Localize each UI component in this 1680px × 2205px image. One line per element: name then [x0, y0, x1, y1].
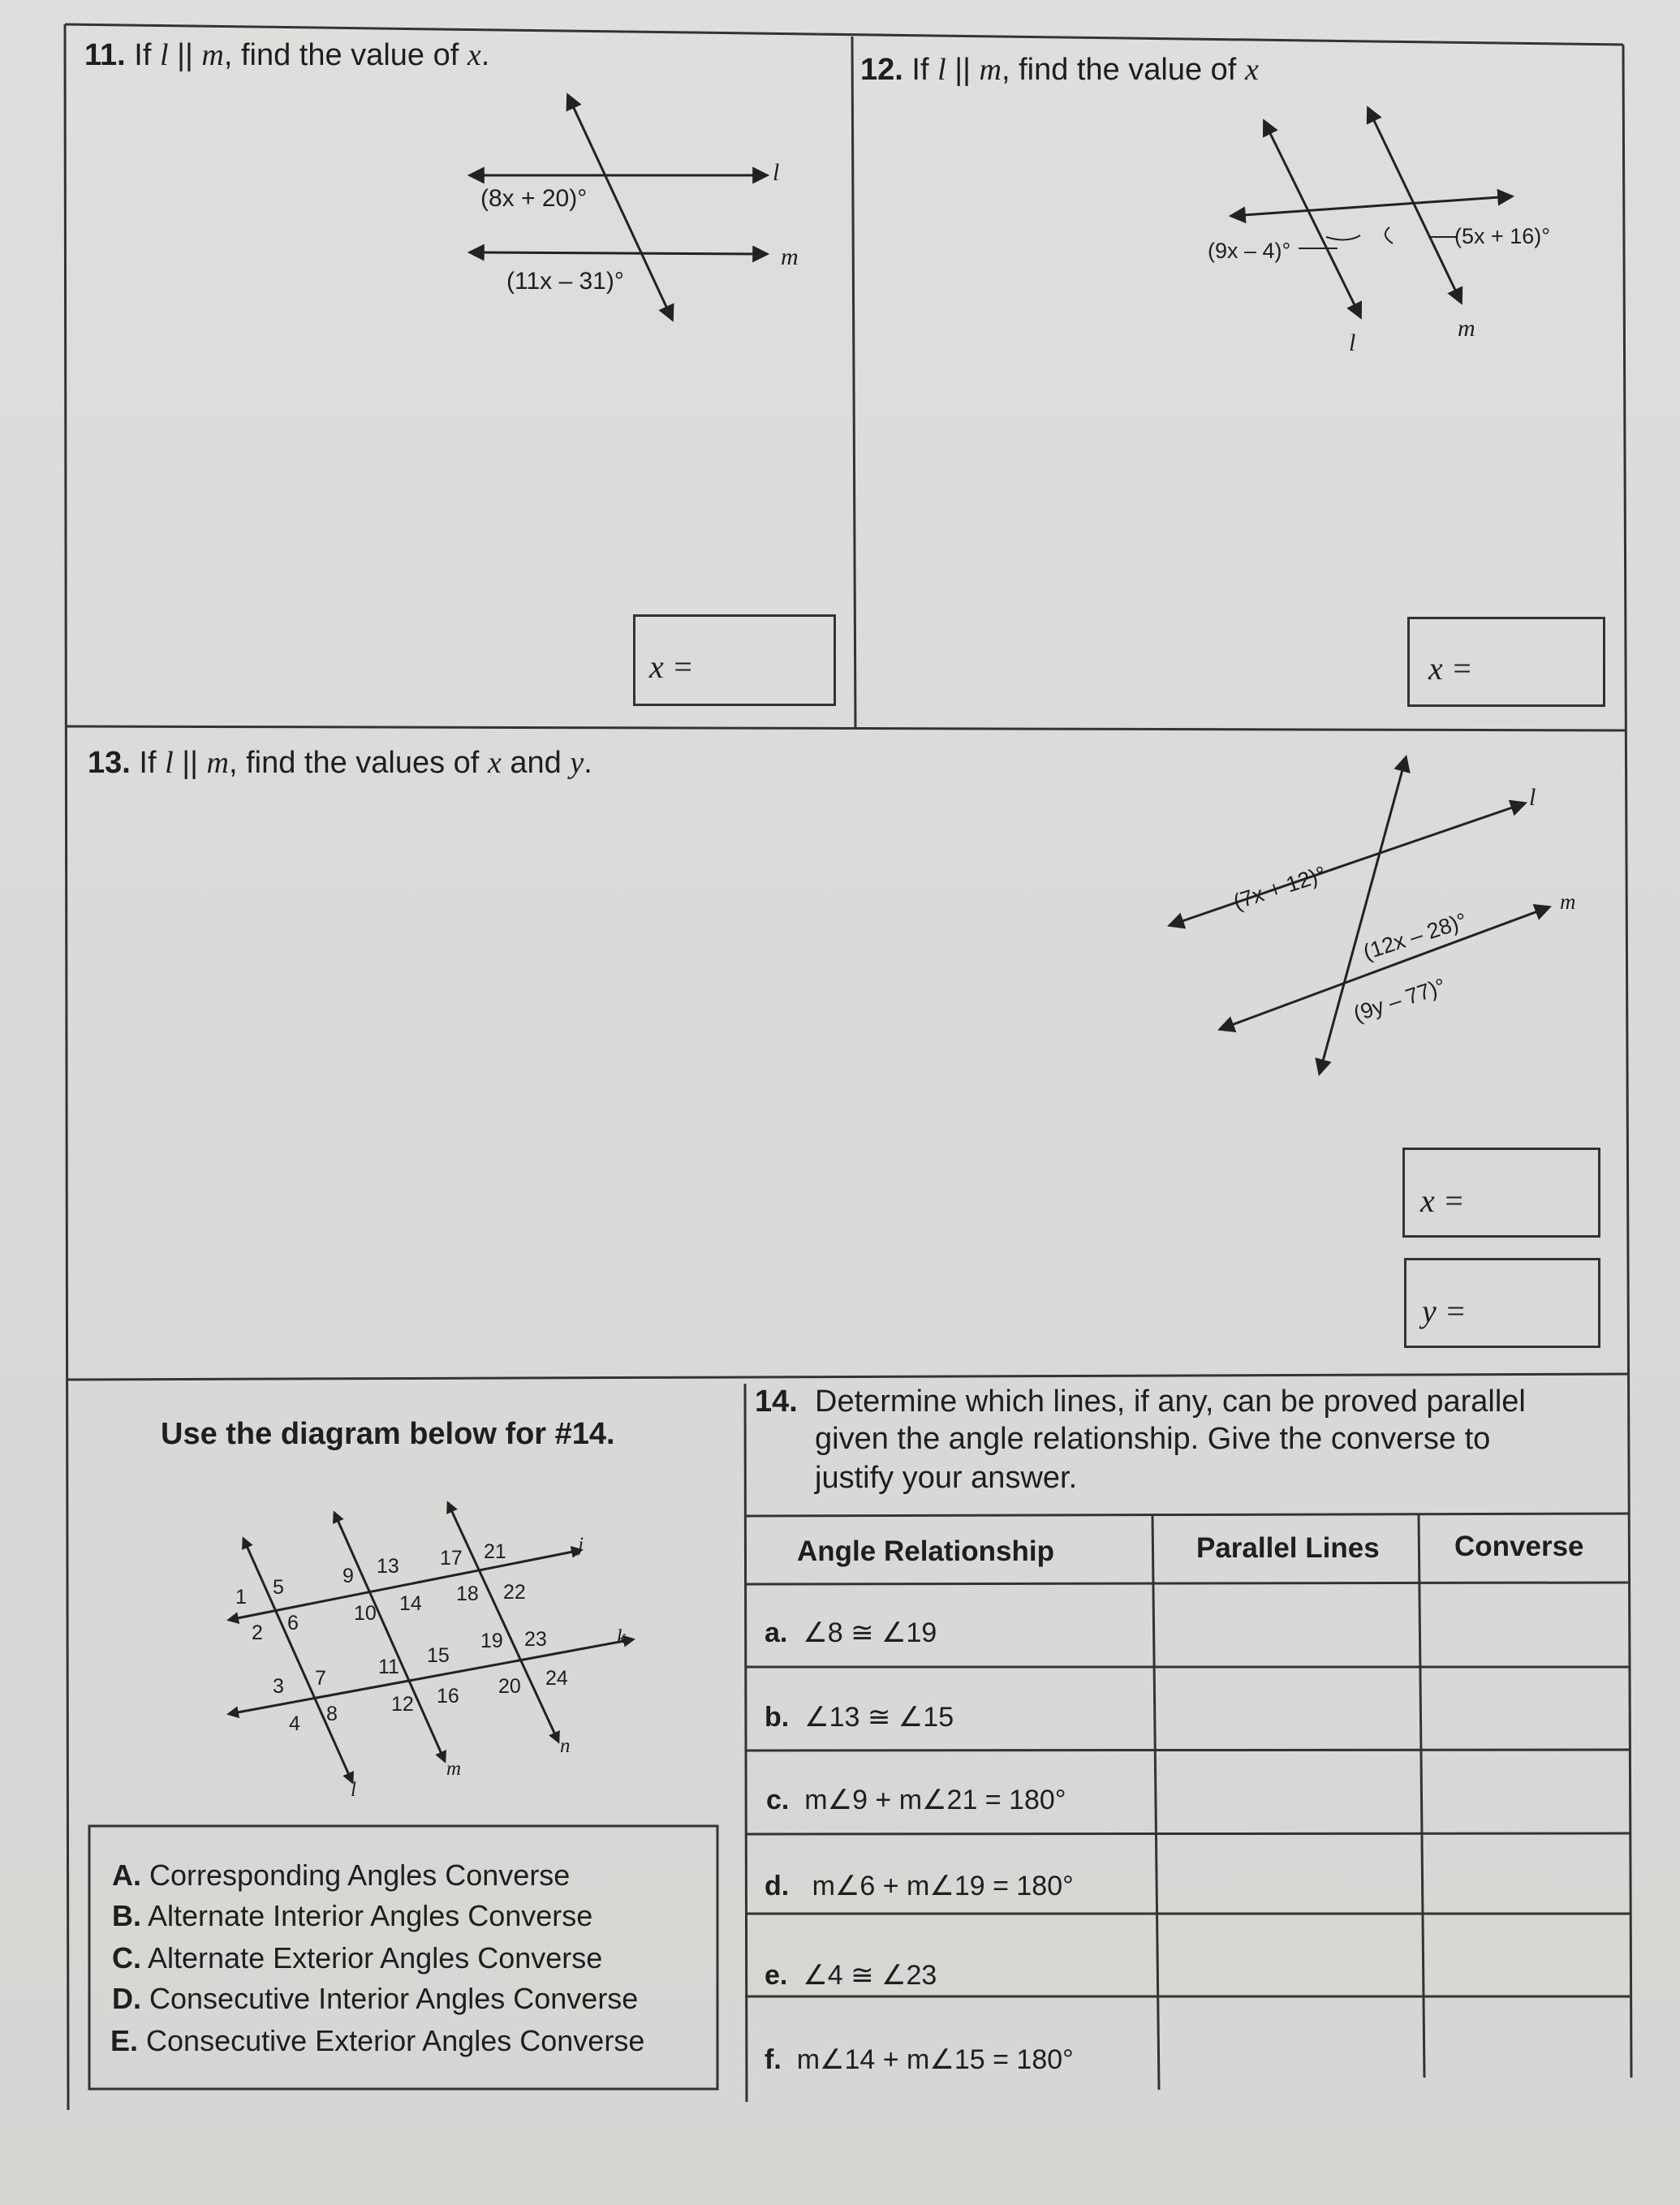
p13-line-l: l [1529, 784, 1536, 811]
p12-prompt: 12. If l || m, find the value of x [860, 53, 1259, 87]
angle-label-7: 7 [315, 1667, 326, 1690]
p12-diagram [1232, 109, 1511, 317]
p11-line-m: m [781, 243, 799, 270]
option-d: D. Consecutive Interior Angles Converse [112, 1982, 639, 2015]
angle-label-5: 5 [273, 1576, 284, 1599]
p13-angle-b: (12x – 28)° [1360, 908, 1471, 965]
angle-label-8: 8 [326, 1703, 338, 1725]
p11-prompt: 11. If l || m, find the value of x. [84, 38, 490, 72]
p12-answer-label: x = [1428, 650, 1473, 687]
angle-label-14: 14 [399, 1592, 422, 1615]
p14-diagram-caption: Use the diagram below for #14. [161, 1417, 615, 1451]
p14-line-k: k [617, 1626, 627, 1648]
p14-instructions-line3: justify your answer. [815, 1461, 1078, 1495]
angle-label-4: 4 [289, 1712, 300, 1735]
answer-cell-e-converse[interactable] [1422, 1916, 1628, 1995]
angle-label-6: 6 [287, 1612, 299, 1634]
answer-cell-b-converse[interactable] [1422, 1669, 1628, 1749]
p12-angle-right: (5x + 16)° [1454, 224, 1551, 248]
p11-line-l: l [773, 159, 780, 186]
table-row-d: d. m∠6 + m∠19 = 180° [765, 1871, 1074, 1901]
answer-cell-e-parallel[interactable] [1156, 1916, 1417, 1995]
answer-cell-b-parallel[interactable] [1156, 1669, 1417, 1749]
angle-label-18: 18 [456, 1583, 479, 1605]
p14-instructions-line1: Determine which lines, if any, can be proved parallel [815, 1385, 1526, 1419]
table-row-b: b. ∠13 ≅ ∠15 [765, 1702, 954, 1733]
p12-line-m: m [1458, 315, 1475, 342]
angle-label-19: 19 [480, 1630, 503, 1652]
angle-label-13: 13 [377, 1555, 399, 1578]
option-e: E. Consecutive Exterior Angles Converse [110, 2024, 645, 2057]
p14-diagram [229, 1503, 633, 1782]
answer-cell-d-parallel[interactable] [1156, 1836, 1417, 1912]
option-c: C. Alternate Exterior Angles Converse [112, 1941, 603, 1975]
option-b: B. Alternate Interior Angles Converse [112, 1899, 593, 1932]
p14-line-n: n [560, 1735, 571, 1757]
angle-label-1: 1 [235, 1586, 247, 1609]
p13-line-m: m [1560, 889, 1576, 914]
table-row-f: f. m∠14 + m∠15 = 180° [765, 2044, 1074, 2075]
answer-cell-f-parallel[interactable] [1156, 1999, 1417, 2080]
p13-answer-y-label: y = [1422, 1293, 1467, 1329]
p12-angle-left: (9x – 4)° [1208, 239, 1291, 263]
option-a: A. Corresponding Angles Converse [112, 1858, 571, 1892]
p14-line-m: m [446, 1758, 462, 1780]
angle-label-15: 15 [427, 1644, 450, 1667]
angle-label-12: 12 [391, 1693, 414, 1716]
table-header-parallel-lines: Parallel Lines [1196, 1532, 1380, 1564]
table-header-converse: Converse [1454, 1531, 1584, 1562]
angle-label-23: 23 [524, 1628, 547, 1651]
answer-cell-c-converse[interactable] [1422, 1753, 1628, 1831]
answer-cell-a-parallel[interactable] [1156, 1586, 1417, 1665]
angle-label-9: 9 [342, 1565, 354, 1587]
answer-cell-a-converse[interactable] [1422, 1586, 1628, 1665]
p13-angle-c: (9y – 77)° [1350, 973, 1449, 1027]
angle-label-24: 24 [545, 1667, 568, 1690]
angle-label-21: 21 [484, 1540, 506, 1563]
table-header-angle-relationship: Angle Relationship [797, 1535, 1054, 1567]
angle-label-20: 20 [498, 1675, 521, 1698]
p13-prompt: 13. If l || m, find the values of x and y. [88, 746, 592, 780]
angle-label-22: 22 [503, 1581, 526, 1604]
angle-label-11: 11 [378, 1656, 399, 1678]
angle-label-2: 2 [252, 1621, 263, 1644]
answer-cell-f-converse[interactable] [1422, 1999, 1628, 2080]
p14-line-l: l [351, 1779, 356, 1801]
angle-label-3: 3 [273, 1675, 284, 1698]
angle-label-16: 16 [437, 1685, 459, 1708]
p14-number: 14. [755, 1385, 798, 1419]
table-row-e: e. ∠4 ≅ ∠23 [765, 1960, 937, 1991]
angle-label-17: 17 [440, 1547, 463, 1570]
p14-line-j: j [578, 1534, 584, 1556]
table-row-a: a. ∠8 ≅ ∠19 [765, 1617, 937, 1648]
p12-line-l: l [1349, 329, 1356, 356]
angle-label-10: 10 [354, 1602, 377, 1625]
table-row-c: c. m∠9 + m∠21 = 180° [766, 1785, 1066, 1815]
p11-angle-top: (8x + 20)° [480, 185, 588, 212]
p13-angle-a: (7x + 12)° [1230, 861, 1329, 915]
p14-instructions-line2: given the angle relationship. Give the converse to [815, 1422, 1491, 1456]
answer-cell-d-converse[interactable] [1422, 1836, 1628, 1912]
answer-cell-c-parallel[interactable] [1156, 1753, 1417, 1831]
p11-answer-label: x = [649, 648, 694, 685]
p11-angle-bottom: (11x – 31)° [506, 268, 624, 295]
p13-answer-x-label: x = [1420, 1182, 1465, 1219]
